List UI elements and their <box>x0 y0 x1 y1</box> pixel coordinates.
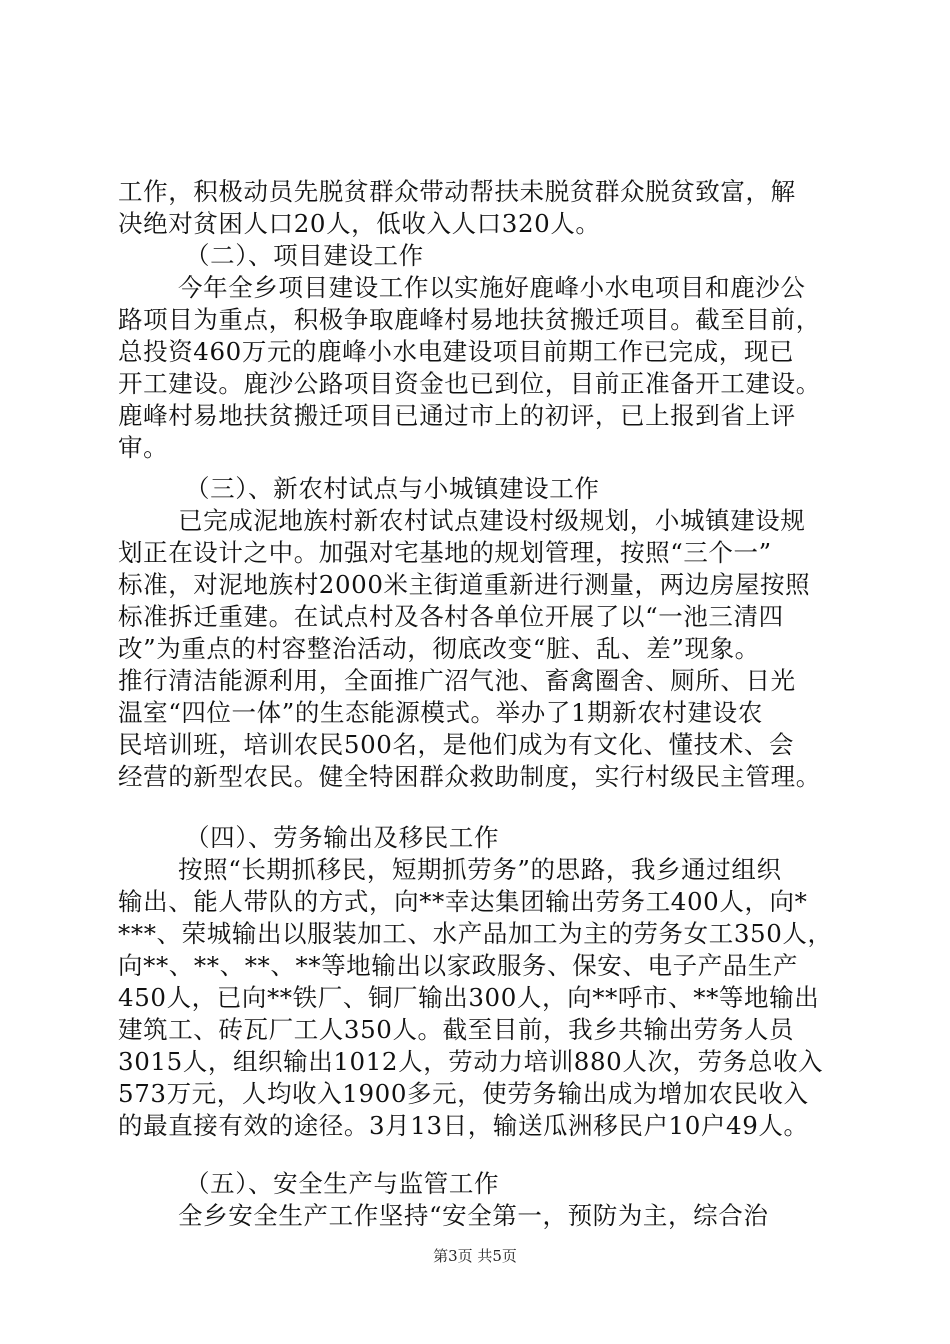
text-line: 工作，积极动员先脱贫群众带动帮扶未脱贫群众脱贫致富，解 <box>118 177 796 206</box>
text-line: 开工建设。鹿沙公路项目资金也已到位，目前正准备开工建设。 <box>118 369 821 398</box>
text-line: 标准，对泥地族村2000米主街道重新进行测量，两边房屋按照 <box>118 570 811 599</box>
text-line: 路项目为重点，积极争取鹿峰村易地扶贫搬迁项目。截至目前， <box>118 305 821 334</box>
section-heading-3: （三）、新农村试点与小城镇建设工作 <box>185 474 600 503</box>
text-line: ***、荣城输出以服装加工、水产品加工为主的劳务女工350人， <box>118 919 833 948</box>
text-line: 改”为重点的村容整治活动，彻底改变“脏、乱、差”现象。 <box>118 634 760 663</box>
section-heading-2: （二）、项目建设工作 <box>185 241 424 270</box>
text-line: 450人，已向**铁厂、铜厂输出300人，向**呼市、**等地输出 <box>118 983 820 1012</box>
section-heading-4: （四）、劳务输出及移民工作 <box>185 823 500 852</box>
paragraph-first-line: 按照“长期抓移民，短期抓劳务”的思路，我乡通过组织 <box>178 855 782 884</box>
paragraph-first-line: 今年全乡项目建设工作以实施好鹿峰小水电项目和鹿沙公 <box>178 273 806 302</box>
paragraph-first-line: 已完成泥地族村新农村试点建设村级规划，小城镇建设规 <box>178 506 806 535</box>
text-line: 的最直接有效的途径。3月13日，输送瓜洲移民户10户49人。 <box>118 1111 809 1140</box>
page-footer: 第3页 共5页 <box>433 1247 517 1265</box>
text-line: 标准拆迁重建。在试点村及各村各单位开展了以“一池三清四 <box>118 602 784 631</box>
text-line: 向**、**、**、**等地输出以家政服务、保安、电子产品生产 <box>118 951 799 980</box>
text-line: 经营的新型农民。健全特困群众救助制度，实行村级民主管理。 <box>118 762 821 791</box>
text-line: 温室“四位一体”的生态能源模式。举办了1期新农村建设农 <box>118 698 763 727</box>
text-line: 建筑工、砖瓦厂工人350人。截至目前，我乡共输出劳务人员 <box>118 1015 795 1044</box>
text-line: 3015人，组织输出1012人，劳动力培训880人次，劳务总收入 <box>118 1047 824 1076</box>
text-line: 输出、能人带队的方式，向**幸达集团输出劳务工400人，向* <box>118 887 808 916</box>
text-line: 审。 <box>118 433 169 462</box>
text-line: 决绝对贫困人口20人，低收入人口320人。 <box>118 209 601 238</box>
section-heading-5: （五）、安全生产与监管工作 <box>185 1169 500 1198</box>
text-line: 鹿峰村易地扶贫搬迁项目已通过市上的初评，已上报到省上评 <box>118 401 796 430</box>
text-line: 划正在设计之中。加强对宅基地的规划管理，按照“三个一” <box>118 538 772 567</box>
text-line: 民培训班，培训农民500名，是他们成为有文化、懂技术、会 <box>118 730 795 759</box>
text-line: 总投资460万元的鹿峰小水电建设项目前期工作已完成，现已 <box>118 337 795 366</box>
text-line: 573万元，人均收入1900多元，使劳务输出成为增加农民收入 <box>118 1079 809 1108</box>
text-line: 推行清洁能源利用，全面推广沼气池、畜禽圈舍、厕所、日光 <box>118 666 796 695</box>
paragraph-first-line: 全乡安全生产工作坚持“安全第一，预防为主，综合治 <box>178 1201 769 1230</box>
